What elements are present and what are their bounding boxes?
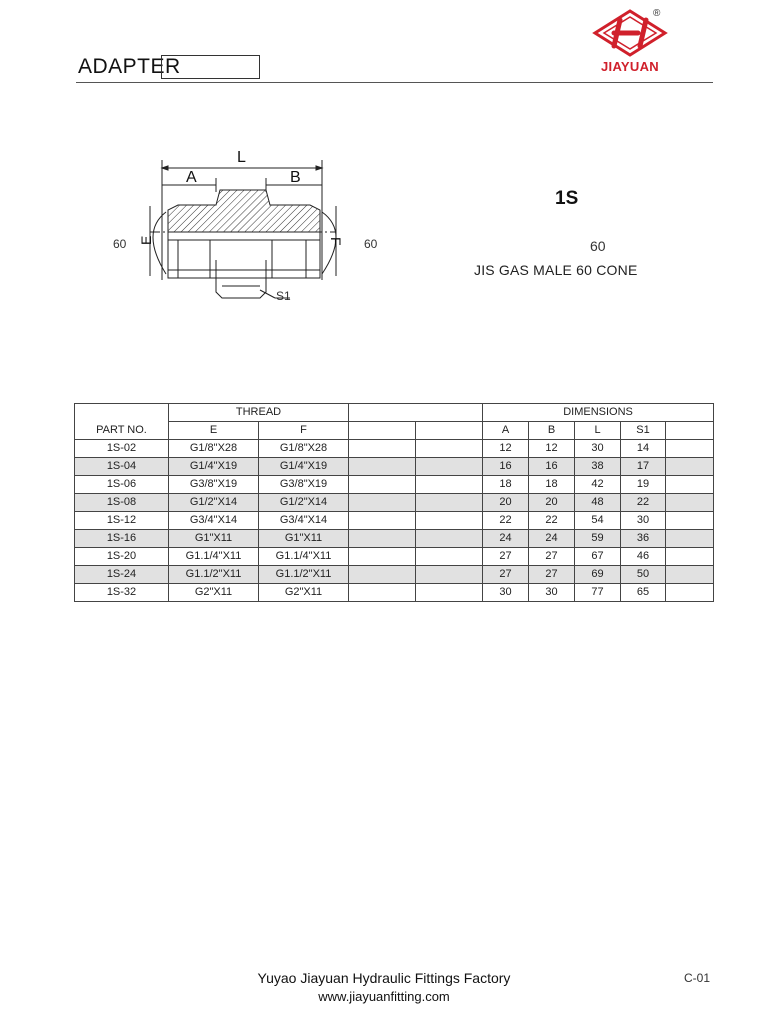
cell-blank [666, 566, 714, 584]
cell-e: G1/4"X19 [169, 458, 259, 476]
angle-label-left: 60 [113, 237, 127, 251]
cell-blank [349, 512, 416, 530]
cell-b: 16 [529, 458, 575, 476]
cell-blank [666, 476, 714, 494]
cell-a: 27 [483, 548, 529, 566]
cell-a: 20 [483, 494, 529, 512]
cell-s1: 17 [621, 458, 666, 476]
cell-e: G1"X11 [169, 530, 259, 548]
cell-blank [666, 458, 714, 476]
cell-s1: 65 [621, 584, 666, 602]
cell-f: G1.1/2"X11 [259, 566, 349, 584]
cell-blank [416, 530, 483, 548]
cell-blank [349, 458, 416, 476]
cell-a: 18 [483, 476, 529, 494]
dim-label-a: A [186, 169, 197, 186]
group-header-thread: THREAD [169, 404, 349, 422]
cell-blank [416, 476, 483, 494]
cell-part: 1S-04 [75, 458, 169, 476]
dim-label-f: F [328, 237, 344, 246]
table-row [75, 566, 714, 584]
col-header-b: B [529, 422, 575, 440]
cell-e: G3/8"X19 [169, 476, 259, 494]
cell-l: 54 [575, 512, 621, 530]
cell-blank [416, 440, 483, 458]
product-description: JIS GAS MALE 60 CONE [474, 262, 638, 278]
group-header-blank [349, 404, 483, 422]
cell-blank [349, 548, 416, 566]
cell-e: G1/2"X14 [169, 494, 259, 512]
cell-blank [666, 512, 714, 530]
page-number: C-01 [684, 971, 711, 985]
registered-mark: ® [653, 8, 661, 19]
dim-label-e: E [138, 235, 154, 245]
cell-l: 69 [575, 566, 621, 584]
cell-l: 38 [575, 458, 621, 476]
cell-s1: 22 [621, 494, 666, 512]
cell-part: 1S-06 [75, 476, 169, 494]
brand-name: JIAYUAN [601, 59, 659, 74]
cell-f: G2"X11 [259, 584, 349, 602]
dim-label-l: L [237, 149, 246, 166]
page-title: ADAPTER [78, 55, 181, 78]
cell-part: 1S-02 [75, 440, 169, 458]
cell-b: 12 [529, 440, 575, 458]
cell-s1: 30 [621, 512, 666, 530]
footer-website[interactable]: www.jiayuanfitting.com [318, 989, 450, 1004]
cell-e: G3/4"X14 [169, 512, 259, 530]
cell-b: 24 [529, 530, 575, 548]
cell-blank [349, 476, 416, 494]
header-rule [76, 82, 713, 83]
dim-label-b: B [290, 169, 301, 186]
adapter-drawing [110, 140, 400, 315]
cell-part: 1S-32 [75, 584, 169, 602]
cell-a: 16 [483, 458, 529, 476]
cell-b: 27 [529, 566, 575, 584]
dim-label-s1: S1 [276, 289, 291, 303]
group-header-dimensions: DIMENSIONS [483, 404, 714, 422]
cell-a: 30 [483, 584, 529, 602]
col-header-blank-2 [416, 422, 483, 440]
cell-blank [666, 494, 714, 512]
cell-blank [349, 530, 416, 548]
cell-f: G3/4"X14 [259, 512, 349, 530]
model-code: 1S [555, 188, 579, 209]
cell-e: G1/8"X28 [169, 440, 259, 458]
cell-l: 42 [575, 476, 621, 494]
col-header-part-no: PART NO. [75, 404, 169, 440]
col-header-blank-3 [666, 422, 714, 440]
cell-f: G1/4"X19 [259, 458, 349, 476]
cell-blank [666, 440, 714, 458]
cell-l: 59 [575, 530, 621, 548]
title-box [161, 55, 260, 79]
cell-part: 1S-12 [75, 512, 169, 530]
cell-blank [416, 548, 483, 566]
cell-l: 30 [575, 440, 621, 458]
cell-s1: 46 [621, 548, 666, 566]
cell-a: 27 [483, 566, 529, 584]
cell-l: 77 [575, 584, 621, 602]
cell-s1: 36 [621, 530, 666, 548]
cell-e: G2"X11 [169, 584, 259, 602]
cell-e: G1.1/2"X11 [169, 566, 259, 584]
cell-blank [666, 548, 714, 566]
cell-part: 1S-16 [75, 530, 169, 548]
cell-s1: 50 [621, 566, 666, 584]
cell-f: G3/8"X19 [259, 476, 349, 494]
col-header-l: L [575, 422, 621, 440]
cell-blank [416, 566, 483, 584]
table-row [75, 494, 714, 512]
table-row [75, 548, 714, 566]
angle-label-right: 60 [364, 237, 378, 251]
cell-b: 20 [529, 494, 575, 512]
cell-blank [349, 494, 416, 512]
cell-part: 1S-20 [75, 548, 169, 566]
cell-blank [416, 584, 483, 602]
cell-a: 22 [483, 512, 529, 530]
col-header-s1: S1 [621, 422, 666, 440]
cell-l: 48 [575, 494, 621, 512]
cell-blank [666, 530, 714, 548]
cell-blank [349, 566, 416, 584]
col-header-f: F [259, 422, 349, 440]
table-row [75, 458, 714, 476]
cell-b: 30 [529, 584, 575, 602]
cell-b: 18 [529, 476, 575, 494]
cell-a: 24 [483, 530, 529, 548]
col-header-e: E [169, 422, 259, 440]
cell-s1: 19 [621, 476, 666, 494]
cell-blank [416, 494, 483, 512]
cell-f: G1/2"X14 [259, 494, 349, 512]
cell-blank [349, 440, 416, 458]
cell-b: 27 [529, 548, 575, 566]
cell-e: G1.1/4"X11 [169, 548, 259, 566]
cone-angle: 60 [590, 238, 606, 254]
cell-part: 1S-08 [75, 494, 169, 512]
cell-b: 22 [529, 512, 575, 530]
table-row [75, 584, 714, 602]
footer-company: Yuyao Jiayuan Hydraulic Fittings Factory [257, 970, 511, 986]
cell-blank [666, 584, 714, 602]
cell-part: 1S-24 [75, 566, 169, 584]
col-header-a: A [483, 422, 529, 440]
cell-a: 12 [483, 440, 529, 458]
table-row [75, 440, 714, 458]
spec-table [74, 403, 714, 602]
col-header-blank-1 [349, 422, 416, 440]
table-row [75, 512, 714, 530]
cell-f: G1.1/4"X11 [259, 548, 349, 566]
cell-blank [416, 512, 483, 530]
cell-f: G1"X11 [259, 530, 349, 548]
cell-blank [349, 584, 416, 602]
table-row [75, 530, 714, 548]
cell-blank [416, 458, 483, 476]
cell-l: 67 [575, 548, 621, 566]
table-row [75, 476, 714, 494]
cell-f: G1/8"X28 [259, 440, 349, 458]
cell-s1: 14 [621, 440, 666, 458]
